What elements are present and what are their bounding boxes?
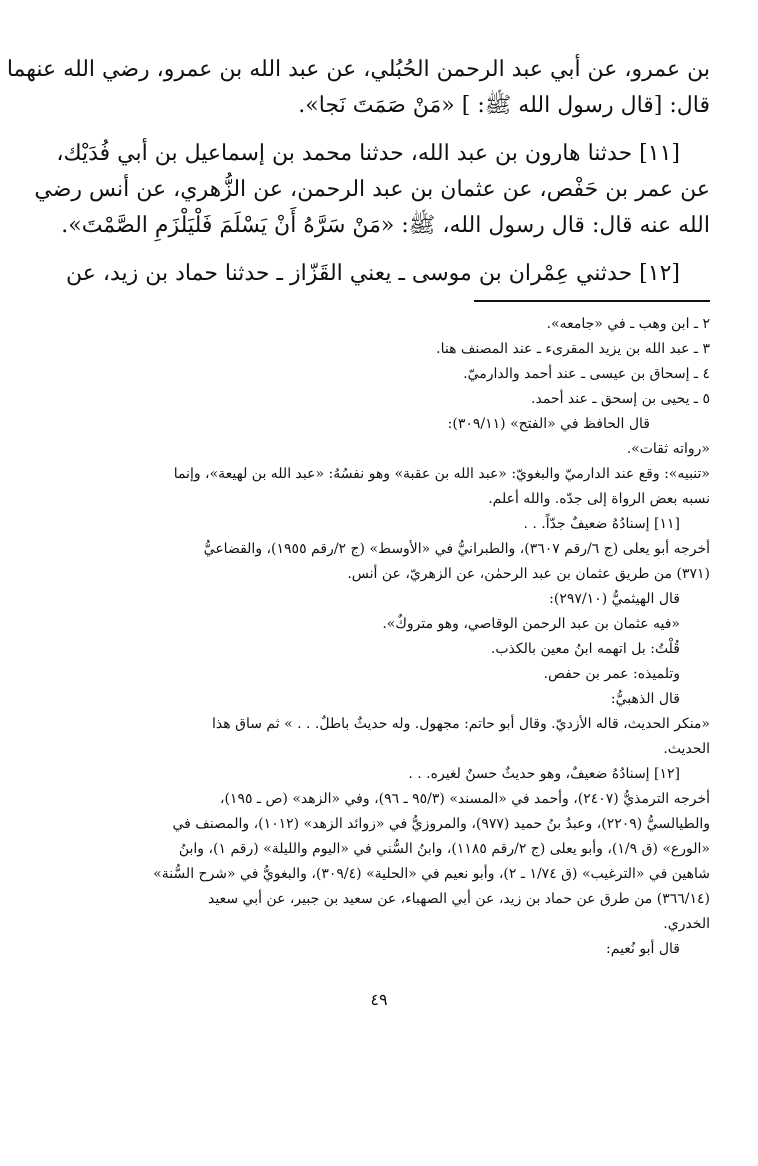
footnote-line: «تنبيه»: وقع عند الدارميّ والبغويّ: «عبد الله بن عقبة» وهو نفسُهُ: «عبد الله بن لهيعة»، وإنما bbox=[173, 466, 710, 482]
footnote-line: قال الهيثميُّ (٢٩٧/١٠): bbox=[549, 591, 680, 607]
page-number: ٤٩ bbox=[370, 990, 388, 1009]
main-line: الله عنه قال: قال رسول الله، ﷺ: «مَنْ سَرَّهُ أَنْ يَسْلَمَ فَلْيَلْزَمِ الصَّمْتَ». bbox=[61, 213, 710, 238]
footnote-line: أخرجه الترمذيُّ (٢٤٠٧)، وأحمد في «المسند» (٩٥/٣ ـ ٩٦)، وفي «الزهد» (ص ـ ١٩٥)، bbox=[219, 791, 710, 807]
main-line: [١١] حدثنا هارون بن عبد الله، حدثنا محمد بن إسماعيل بن أبي فُدَيْك، bbox=[56, 141, 680, 166]
footnote-line: نسبه بعض الرواة إلى جدّه. والله أعلم. bbox=[488, 491, 710, 507]
footnote-line: وتلميذه: عمر بن حفص. bbox=[543, 666, 680, 682]
footnote-line: قال الذهبيُّ: bbox=[610, 691, 680, 707]
footnote-line: والطيالسيُّ (٢٢٠٩)، وعبدُ بنُ حميد (٩٧٧)، والمروزيُّ في «زوائد الزهد» (١٠١٢)، والمصنف في bbox=[172, 816, 710, 832]
footnote-line: ٤ ـ إسحاق بن عيسى ـ عند أحمد والدارميّ. bbox=[463, 366, 710, 382]
main-line: بن عمرو، عن أبي عبد الرحمن الحُبُلي، عن عبد الله بن عمرو، رضي الله عنهما bbox=[6, 57, 710, 82]
footnote-line: ٢ ـ ابن وهب ـ في «جامعه». bbox=[546, 316, 710, 332]
footnote-line: أخرجه أبو يعلى (ج ٦/رقم ٣٦٠٧)، والطبرانيُّ في «الأوسط» (ج ٢/رقم ١٩٥٥)، والقضاعيُّ bbox=[203, 541, 710, 557]
footnote-line: الخدري. bbox=[663, 916, 710, 932]
footnote-line: «الورع» (ق ١/٩)، وأبو يعلى (ج ٢/رقم ١١٨٥)، وابنُ السُّني في «اليوم والليلة» (رقم ١)، وابنُ bbox=[178, 841, 710, 857]
footnote-line: [١١] إسنادُهُ ضعيفٌ جدّاً. . . bbox=[523, 516, 680, 532]
main-line: [١٢] حدثني عِمْران بن موسى ـ يعني القَزّاز ـ حدثنا حماد بن زيد، عن bbox=[65, 261, 680, 286]
footnote-line: (٣٧١) من طريق عثمان بن عبد الرحمٰن، عن الزهريّ، عن أنس. bbox=[347, 566, 710, 582]
footnote-line: قُلْتُ: بل اتهمه ابنُ معين بالكذب. bbox=[490, 641, 680, 657]
footnote-line: الحديث. bbox=[663, 741, 710, 757]
footnote-line: «رواته ثقات». bbox=[626, 441, 710, 457]
footnote-line: «منكر الحديث، قاله الأزديّ. وقال أبو حاتم: مجهول. وله حديثٌ باطلٌ. . . » ثم ساق هذا bbox=[212, 716, 710, 732]
main-line: عن عمر بن حَفْص، عن عثمان بن عبد الرحمن، عن الزُّهري، عن أنس رضي bbox=[34, 177, 710, 202]
main-text bbox=[6, 52, 710, 292]
footnotes bbox=[88, 312, 710, 962]
footnote-line: «فيه عثمان بن عبد الرحمن الوقاصي، وهو متروكٌ». bbox=[382, 616, 680, 632]
footnote-line: قال أبو نُعيم: bbox=[606, 941, 680, 957]
footnote-line: ٣ ـ عبد الله بن يزيد المقرىء ـ عند المصنف هنا. bbox=[436, 341, 710, 357]
footnote-divider bbox=[474, 300, 710, 302]
footnote-line: [١٢] إسنادُهُ ضعيفٌ، وهو حديثٌ حسنٌ لغيره. . . bbox=[408, 766, 680, 782]
footnote-line: ٥ ـ يحيى بن إسحق ـ عند أحمد. bbox=[531, 391, 710, 407]
footnote-line: قال الحافظ في «الفتح» (٣٠٩/١١): bbox=[447, 416, 650, 432]
footnote-line: شاهين في «الترغيب» (ق ١/٧٤ ـ ٢)، وأبو نعيم في «الحلية» (٣٠٩/٤)، والبغويُّ في «شرح السُّنة» bbox=[153, 866, 710, 882]
main-line: قال: [قال رسول الله ﷺ: ] «مَنْ صَمَتَ نَجا». bbox=[298, 93, 710, 118]
footnote-line: (٣٦٦/١٤) من طرق عن حماد بن زيد، عن أبي الصهباء، عن سعيد بن جبير، عن أبي سعيد bbox=[208, 891, 710, 907]
